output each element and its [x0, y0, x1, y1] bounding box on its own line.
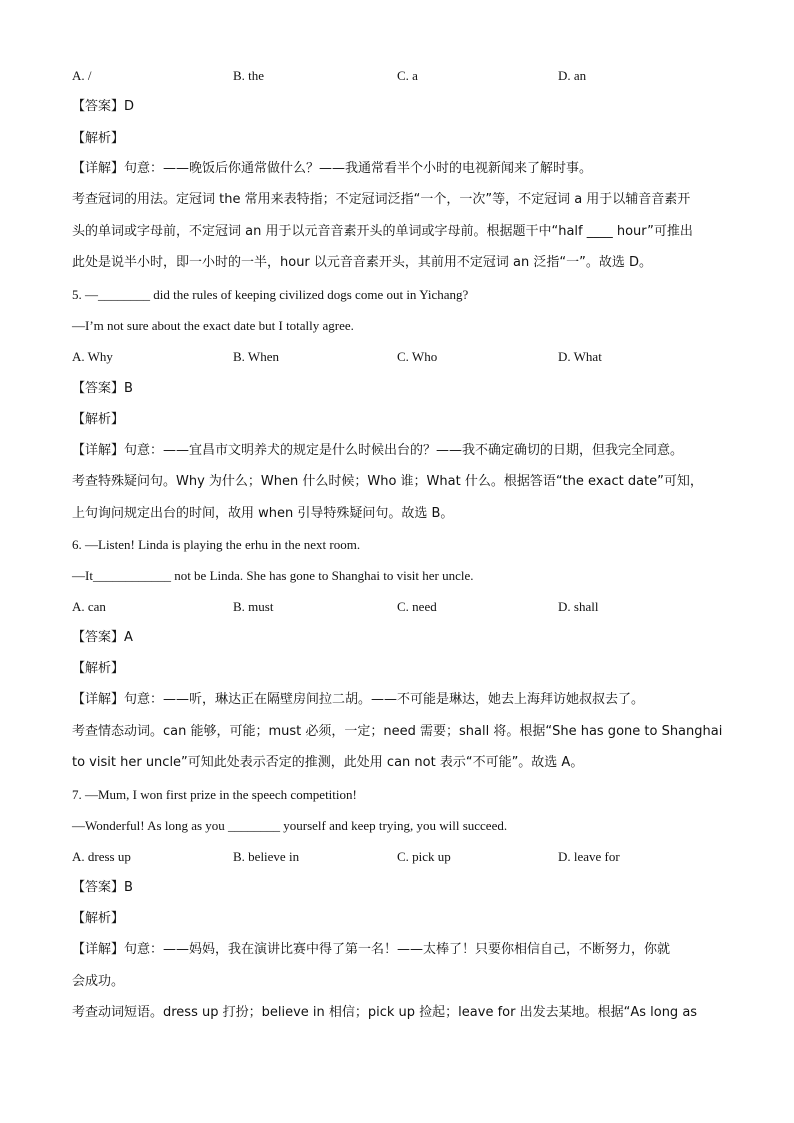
q7-reply: —Wonderful! As long as you ________ yourself and keep trying, you will succeed. [72, 818, 508, 833]
q6-option-d: D. shall [558, 599, 599, 614]
q7-detail-1: 【详解】句意：——妈妈，我在演讲比赛中得了第一名！——太棒了！只要你相信自己，不断努力，你就 [72, 942, 671, 957]
q7-option-b: B. believe in [233, 849, 300, 864]
q5-explanation-2: 上句询问规定出台的时间，故用 when 引导特殊疑问句。故选 B。 [72, 506, 454, 521]
q7-option-c: C. pick up [397, 849, 451, 864]
q6-explanation-1: 考查情态动词。can 能够，可能；must 必须，一定；need 需要；shall 将。根据“She has gone to Shanghai [72, 724, 723, 739]
q7-options [72, 849, 732, 865]
q6-answer: 【答案】A [72, 630, 133, 645]
q4-explanation-2: 头的单词或字母前，不定冠词 an 用于以元音音素开头的单词或字母前。根据题干中“half ____ hour”可推出 [72, 224, 693, 239]
q6-options [72, 599, 732, 615]
q5-option-b: B. When [233, 349, 279, 364]
q6-option-a: A. can [72, 599, 106, 614]
q6-analysis-heading: 【解析】 [72, 661, 125, 676]
q7-answer: 【答案】B [72, 880, 133, 895]
q7-option-d: D. leave for [558, 849, 620, 864]
q4-option-c: C. a [397, 68, 418, 83]
q5-answer: 【答案】B [72, 381, 133, 396]
q4-option-d: D. an [558, 68, 587, 83]
q4-detail: 【详解】句意：——晚饭后你通常做什么？——我通常看半个小时的电视新闻来了解时事。 [72, 161, 593, 176]
q6-detail: 【详解】句意：——听，琳达正在隔壁房间拉二胡。——不可能是琳达，她去上海拜访她叔叔去了。 [72, 692, 645, 707]
q6-explanation-2: to visit her uncle”可知此处表示否定的推测，此处用 can not 表示“不可能”。故选 A。 [72, 755, 584, 770]
q4-answer: 【答案】D [72, 99, 135, 114]
q5-options [72, 349, 732, 365]
q4-options [72, 68, 732, 84]
q7-question: 7. —Mum, I won first prize in the speech competition! [72, 787, 357, 802]
q7-analysis-heading: 【解析】 [72, 911, 125, 926]
q7-explanation-1: 考查动词短语。dress up 打扮；believe in 相信；pick up 捡起；leave for 出发去某地。根据“As long as [72, 1005, 698, 1020]
q6-question: 6. —Listen! Linda is playing the erhu in the next room. [72, 537, 361, 552]
q4-option-a: A. / [72, 68, 92, 83]
q4-option-b: B. the [233, 68, 265, 83]
q7-option-a: A. dress up [72, 849, 131, 864]
q7-detail-2: 会成功。 [72, 974, 125, 989]
q5-analysis-heading: 【解析】 [72, 412, 125, 427]
q5-option-c: C. Who [397, 349, 438, 364]
q5-reply: —I’m not sure about the exact date but I totally agree. [72, 318, 354, 333]
q5-option-d: D. What [558, 349, 602, 364]
q5-explanation-1: 考查特殊疑问句。Why 为什么；When 什么时候；Who 谁；What 什么。根据答语“the exact date”可知， [72, 474, 703, 489]
q5-question: 5. —________ did the rules of keeping civilized dogs come out in Yichang? [72, 287, 469, 302]
q6-reply: —It____________ not be Linda. She has gone to Shanghai to visit her uncle. [72, 568, 474, 583]
q4-explanation-1: 考查冠词的用法。定冠词 the 常用来表特指；不定冠词泛指“一个，一次”等，不定冠词 a 用于以辅音音素开 [72, 192, 691, 207]
q5-detail: 【详解】句意：——宜昌市文明养犬的规定是什么时候出台的？——我不确定确切的日期，但我完全同意。 [72, 443, 684, 458]
q6-option-b: B. must [233, 599, 274, 614]
q4-explanation-3: 此处是说半小时，即一小时的一半，hour 以元音音素开头，其前用不定冠词 an 泛指“一”。故选 D。 [72, 255, 652, 270]
q4-analysis-heading: 【解析】 [72, 131, 125, 146]
q6-option-c: C. need [397, 599, 437, 614]
q5-option-a: A. Why [72, 349, 113, 364]
